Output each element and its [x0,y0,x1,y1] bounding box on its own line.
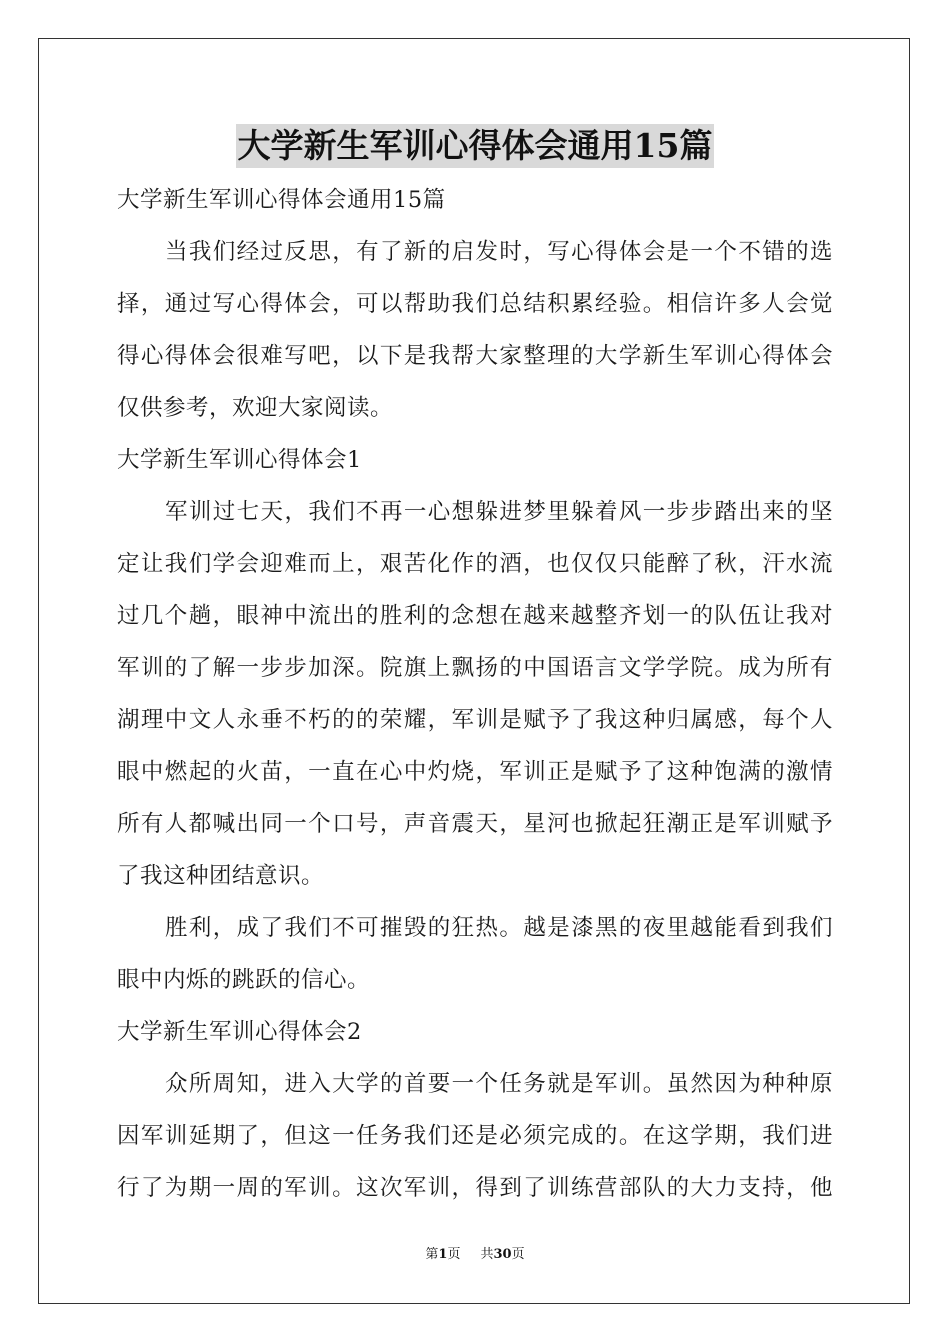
document-title: 大学新生军训心得体会通用15篇 [236,124,715,168]
paragraph-line: 定让我们学会迎难而上，艰苦化作的酒，也仅仅只能醉了秋，汗水流 [117,551,833,577]
section-heading: 大学新生军训心得体会1 [117,447,362,473]
section-heading: 大学新生军训心得体会2 [117,1019,362,1045]
page-number: 1 [438,1247,448,1262]
paragraph-line: 因军训延期了，但这一任务我们还是必须完成的。在这学期，我们进 [117,1123,833,1149]
page-footer [0,1246,950,1264]
paragraph-line: 军训的了解一步步加深。院旗上飘扬的中国语言文学学院。成为所有 [117,655,833,681]
page-label-prefix: 第 [425,1247,439,1262]
paragraph-line: 择，通过写心得体会，可以帮助我们总结积累经验。相信许多人会觉 [117,291,833,317]
paragraph-line: 仅供参考，欢迎大家阅读。 [117,395,394,421]
paragraph-line: 眼中燃起的火苗，一直在心中灼烧，军训正是赋予了这种饱满的激情 [117,759,833,785]
paragraph-line: 湖理中文人永垂不朽的的荣耀，军训是赋予了我这种归属感，每个人 [117,707,833,733]
paragraph-line: 行了为期一周的军训。这次军训，得到了训练营部队的大力支持，他 [117,1175,833,1201]
paragraph-line: 过几个趟，眼神中流出的胜利的念想在越来越整齐划一的队伍让我对 [117,603,833,629]
page-label-suffix: 页 [447,1247,461,1262]
paragraph-line: 所有人都喊出同一个口号，声音震天，星河也掀起狂潮正是军训赋予 [117,811,833,837]
document-body [117,181,833,1221]
paragraph-line: 得心得体会很难写吧，以下是我帮大家整理的大学新生军训心得体会 [117,343,833,369]
paragraph-line: 当我们经过反思，有了新的启发时，写心得体会是一个不错的选 [165,239,833,265]
paragraph-line: 众所周知，进入大学的首要一个任务就是军训。虽然因为种种原 [165,1071,833,1097]
paragraph-line: 胜利，成了我们不可摧毁的狂热。越是漆黑的夜里越能看到我们 [165,915,833,941]
total-label-suffix: 页 [511,1247,525,1262]
paragraph-line: 眼中内烁的跳跃的信心。 [117,967,371,993]
title-container [0,124,950,168]
paragraph-line: 军训过七天，我们不再一心想躲进梦里躲着风一步步踏出来的坚 [165,499,833,525]
total-pages: 30 [493,1247,512,1262]
total-label-prefix: 共 [480,1247,494,1262]
paragraph-line: 了我这种团结意识。 [117,863,325,889]
section-heading: 大学新生军训心得体会通用15篇 [117,187,446,213]
